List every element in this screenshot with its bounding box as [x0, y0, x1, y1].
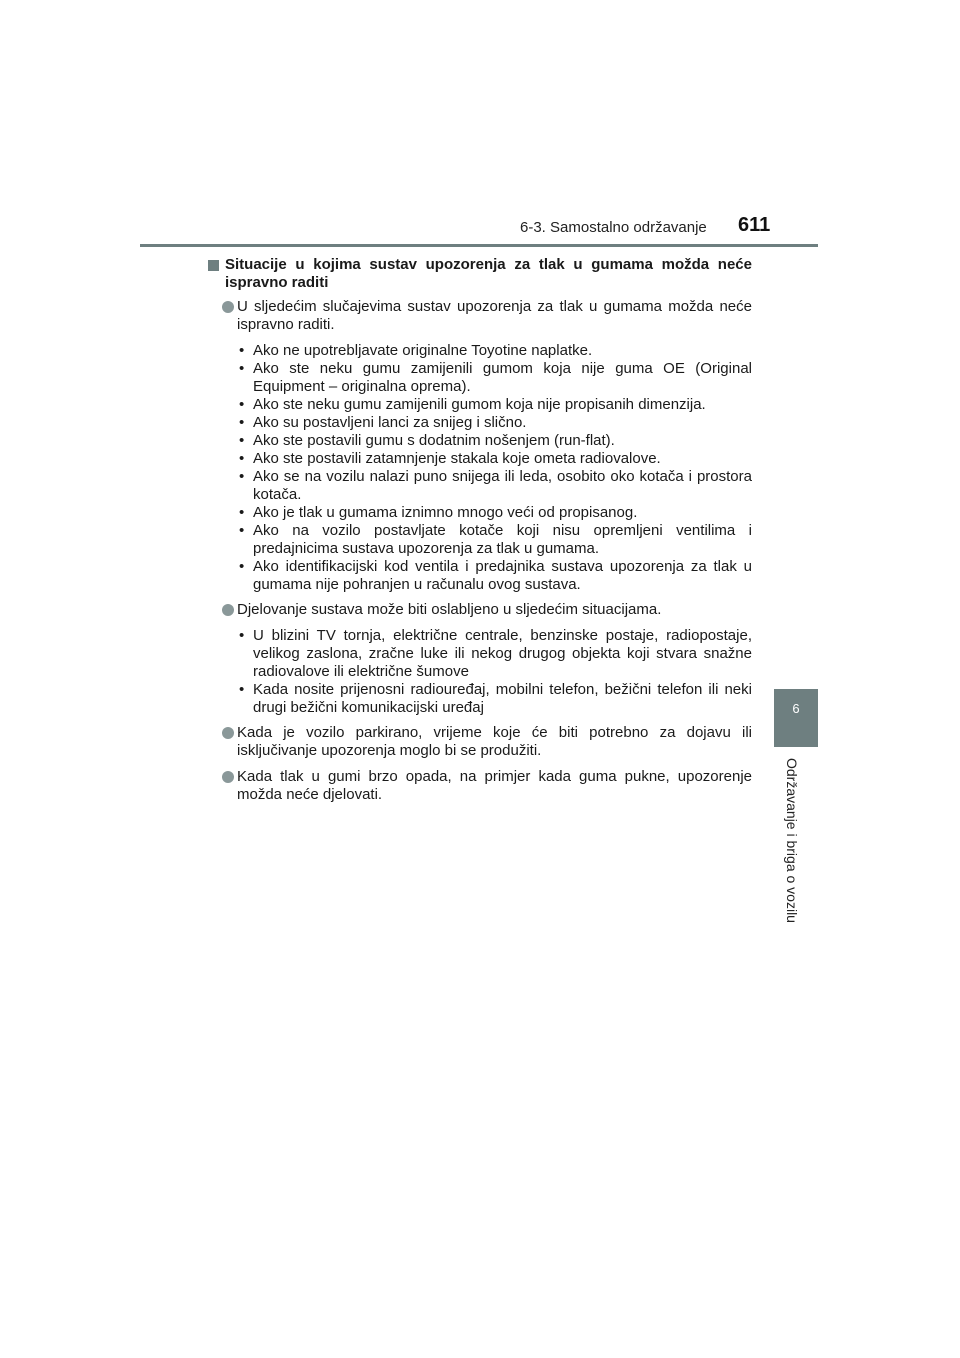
list-item: • Ako ste neku gumu zamijenili gumom koja nije propisanih dimenzija. — [237, 396, 752, 414]
point-2-text: Djelovanje sustava može biti oslabljeno u sljedećim situacijama. — [237, 601, 662, 618]
list-item: • Ako na vozilo postavljate kotače koji nisu opremljeni ventilima i predajnicima sustava upozorenja za tlak u gumama. — [237, 522, 752, 558]
list-item: • Ako ste postavili gumu s dodatnim nošenjem (run-flat). — [237, 432, 752, 450]
point-3 — [208, 724, 752, 760]
section-heading-text: Situacije u kojima sustav upozorenja za tlak u gumama možda neće ispravno raditi — [225, 256, 752, 291]
header-rule — [140, 244, 818, 247]
section-title: 6-3. Samostalno održavanje — [520, 219, 707, 236]
section-heading — [208, 256, 752, 292]
point-3-text: Kada je vozilo parkirano, vrijeme koje će biti potrebno za dojavu ili isključivanje upozorenja moglo bi se produžiti. — [237, 724, 752, 759]
point-4-text: Kada tlak u gumi brzo opada, na primjer kada guma pukne, upozorenje možda neće djelovati. — [237, 768, 752, 803]
list-item: • Ako identifikacijski kod ventila i predajnika sustava upozorenja za tlak u gumama nije pohranjen u računalu ovog sustava. — [237, 558, 752, 594]
circle-bullet-icon — [222, 604, 234, 616]
chapter-number: 6 — [792, 701, 800, 716]
page-number: 611 — [738, 214, 771, 236]
list-item: • Ako ne upotrebljavate originalne Toyotine naplatke. — [237, 342, 752, 360]
point-2 — [208, 601, 752, 619]
circle-bullet-icon — [222, 727, 234, 739]
circle-bullet-icon — [222, 301, 234, 313]
page-content — [208, 256, 752, 812]
list-item: • Ako ste neku gumu zamijenili gumom koja nije guma OE (Original Equipment – originalna oprema). — [237, 360, 752, 396]
list-item: • Ako su postavljeni lanci za snijeg i slično. — [237, 414, 752, 432]
square-bullet-icon — [208, 260, 219, 271]
point-1-text: U sljedećim slučajevima sustav upozorenja za tlak u gumama možda neće ispravno raditi. — [237, 298, 752, 333]
list-item: • Ako se na vozilu nalazi puno snijega ili leda, osobito oko kotača i prostora kotača. — [237, 468, 752, 504]
list-item: • Ako ste postavili zatamnjenje stakala koje ometa radiovalove. — [237, 450, 752, 468]
page-header — [0, 0, 960, 250]
list-item: • Kada nosite prijenosni radiouređaj, mobilni telefon, bežični telefon ili neki drugi bežični komunikacijski uređaj — [237, 681, 752, 717]
list-item: • U blizini TV tornja, električne centrale, benzinske postaje, radiopostaje, velikog zaslona, zračne luke ili nekog drugog objekta koji stvara snažne radiovalove ili električne šumove — [237, 627, 752, 681]
point-1-list — [208, 342, 752, 594]
chapter-title: Održavanje i briga o vozilu — [784, 758, 800, 923]
point-2-list — [208, 627, 752, 717]
point-1 — [208, 298, 752, 334]
chapter-tab — [774, 689, 818, 747]
point-4 — [208, 768, 752, 804]
list-item: • Ako je tlak u gumama iznimno mnogo veći od propisanog. — [237, 504, 752, 522]
circle-bullet-icon — [222, 771, 234, 783]
